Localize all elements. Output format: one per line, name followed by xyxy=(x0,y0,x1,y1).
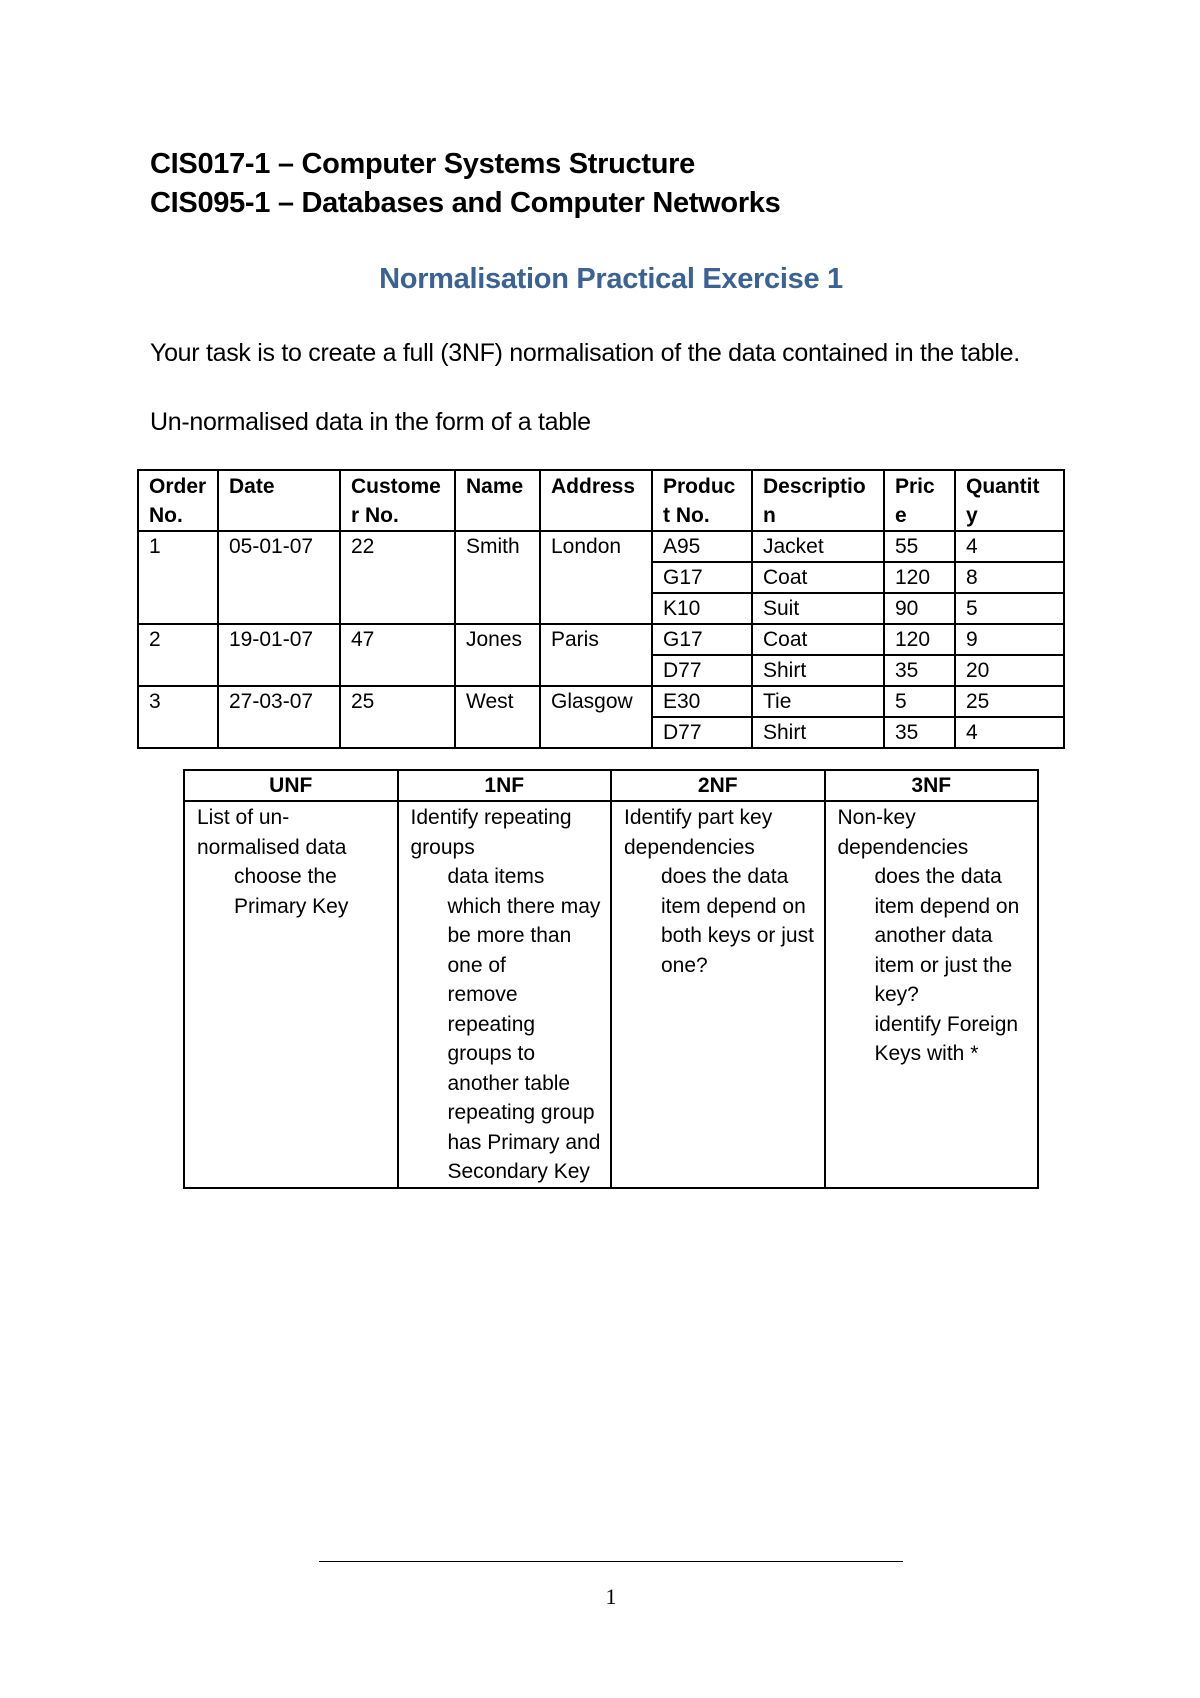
header-price: Pric e xyxy=(884,470,955,531)
nf-header-row xyxy=(184,770,1038,801)
cell-description: Jacket xyxy=(752,531,884,562)
header-address: Address xyxy=(540,470,652,531)
unf-heading: List of un-normalised data xyxy=(197,806,347,859)
list-item-text: repeating group has Primary and Secondary Key xyxy=(447,1101,601,1183)
task-paragraph: Your task is to create a full (3NF) normalisation of the data contained in the table. xyxy=(150,339,1020,367)
table-intro: Un-normalised data in the form of a table xyxy=(150,408,591,436)
list-item xyxy=(411,862,603,980)
cell-quantity: 8 xyxy=(955,562,1064,593)
cell-date: 27-03-07 xyxy=(218,686,340,748)
cell-address: Paris xyxy=(540,624,652,686)
table-row xyxy=(138,686,1064,717)
list-item xyxy=(411,980,603,1098)
cell-price: 55 xyxy=(884,531,955,562)
cell-quantity: 9 xyxy=(955,624,1064,655)
unf-bullets xyxy=(197,862,389,921)
cell-quantity: 5 xyxy=(955,593,1064,624)
cell-product-no: A95 xyxy=(652,531,752,562)
cell-price: 120 xyxy=(884,562,955,593)
2nf-bullets xyxy=(624,862,816,980)
cell-quantity: 20 xyxy=(955,655,1064,686)
list-item-text: does the data item depend on another data item or just the key? xyxy=(874,865,1020,1006)
table-row xyxy=(138,531,1064,562)
cell-name: Jones xyxy=(455,624,540,686)
cell-product-no: D77 xyxy=(652,717,752,748)
cell-description: Suit xyxy=(752,593,884,624)
cell-product-no: K10 xyxy=(652,593,752,624)
1nf-bullets xyxy=(411,862,603,1187)
document-title: Normalisation Practical Exercise 1 xyxy=(379,263,843,295)
list-item xyxy=(411,1098,603,1187)
header-product-no: Product No. xyxy=(652,470,752,531)
cell-order-no: 2 xyxy=(138,624,218,686)
page-number: 1 xyxy=(605,1584,617,1609)
1nf-cell xyxy=(398,801,612,1188)
cell-customer-no: 25 xyxy=(340,686,455,748)
list-item-text: remove repeating groups to another table xyxy=(447,983,571,1095)
header-2nf: 2NF xyxy=(611,770,825,801)
unf-cell xyxy=(184,801,398,1188)
cell-description: Coat xyxy=(752,624,884,655)
unnormalised-data-table xyxy=(137,469,1065,749)
cell-price: 35 xyxy=(884,717,955,748)
course-title-2: CIS095-1 – Databases and Computer Networks xyxy=(150,187,781,219)
course-title-1: CIS017-1 – Computer Systems Structure xyxy=(150,148,695,180)
header-name: Name xyxy=(455,470,540,531)
header-description: Descriptio n xyxy=(752,470,884,531)
header-1nf: 1NF xyxy=(398,770,612,801)
cell-date: 05-01-07 xyxy=(218,531,340,624)
cell-order-no: 3 xyxy=(138,686,218,748)
cell-product-no: E30 xyxy=(652,686,752,717)
header-order-no: Order No. xyxy=(138,470,218,531)
cell-product-no: G17 xyxy=(652,624,752,655)
list-item-text: does the data item depend on both keys or just one? xyxy=(661,865,814,977)
footer-rule xyxy=(319,1561,903,1562)
2nf-heading: Identify part key dependencies xyxy=(624,806,773,859)
3nf-heading: Non-key dependencies xyxy=(837,806,969,859)
header-customer-no: Customer No. xyxy=(340,470,455,531)
cell-quantity: 25 xyxy=(955,686,1064,717)
list-item xyxy=(838,862,1030,1010)
header-date: Date xyxy=(218,470,340,531)
list-item-text: choose the Primary Key xyxy=(234,865,349,918)
cell-description: Tie xyxy=(752,686,884,717)
list-item-text: identify Foreign Keys with * xyxy=(874,1012,1019,1065)
cell-quantity: 4 xyxy=(955,717,1064,748)
cell-address: Glasgow xyxy=(540,686,652,748)
cell-description: Coat xyxy=(752,562,884,593)
cell-product-no: G17 xyxy=(652,562,752,593)
normal-forms-table xyxy=(183,769,1039,1189)
header-quantity: Quantit y xyxy=(955,470,1064,531)
cell-price: 120 xyxy=(884,624,955,655)
cell-customer-no: 22 xyxy=(340,531,455,624)
cell-name: West xyxy=(455,686,540,748)
list-item xyxy=(838,1010,1030,1069)
list-item xyxy=(624,862,816,980)
3nf-bullets xyxy=(838,862,1030,1069)
2nf-cell xyxy=(611,801,825,1188)
data-table-header-row xyxy=(138,470,1064,531)
cell-product-no: D77 xyxy=(652,655,752,686)
cell-price: 35 xyxy=(884,655,955,686)
table-row xyxy=(138,624,1064,655)
3nf-cell xyxy=(825,801,1039,1188)
cell-price: 90 xyxy=(884,593,955,624)
cell-address: London xyxy=(540,531,652,624)
cell-date: 19-01-07 xyxy=(218,624,340,686)
nf-body-row xyxy=(184,801,1038,1188)
cell-description: Shirt xyxy=(752,655,884,686)
header-unf: UNF xyxy=(184,770,398,801)
header-3nf: 3NF xyxy=(825,770,1039,801)
list-item xyxy=(197,862,389,921)
list-item-text: data items which there may be more than one of xyxy=(447,865,601,977)
cell-customer-no: 47 xyxy=(340,624,455,686)
cell-name: Smith xyxy=(455,531,540,624)
1nf-heading: Identify repeating groups xyxy=(410,806,572,859)
cell-description: Shirt xyxy=(752,717,884,748)
cell-quantity: 4 xyxy=(955,531,1064,562)
cell-order-no: 1 xyxy=(138,531,218,624)
cell-price: 5 xyxy=(884,686,955,717)
